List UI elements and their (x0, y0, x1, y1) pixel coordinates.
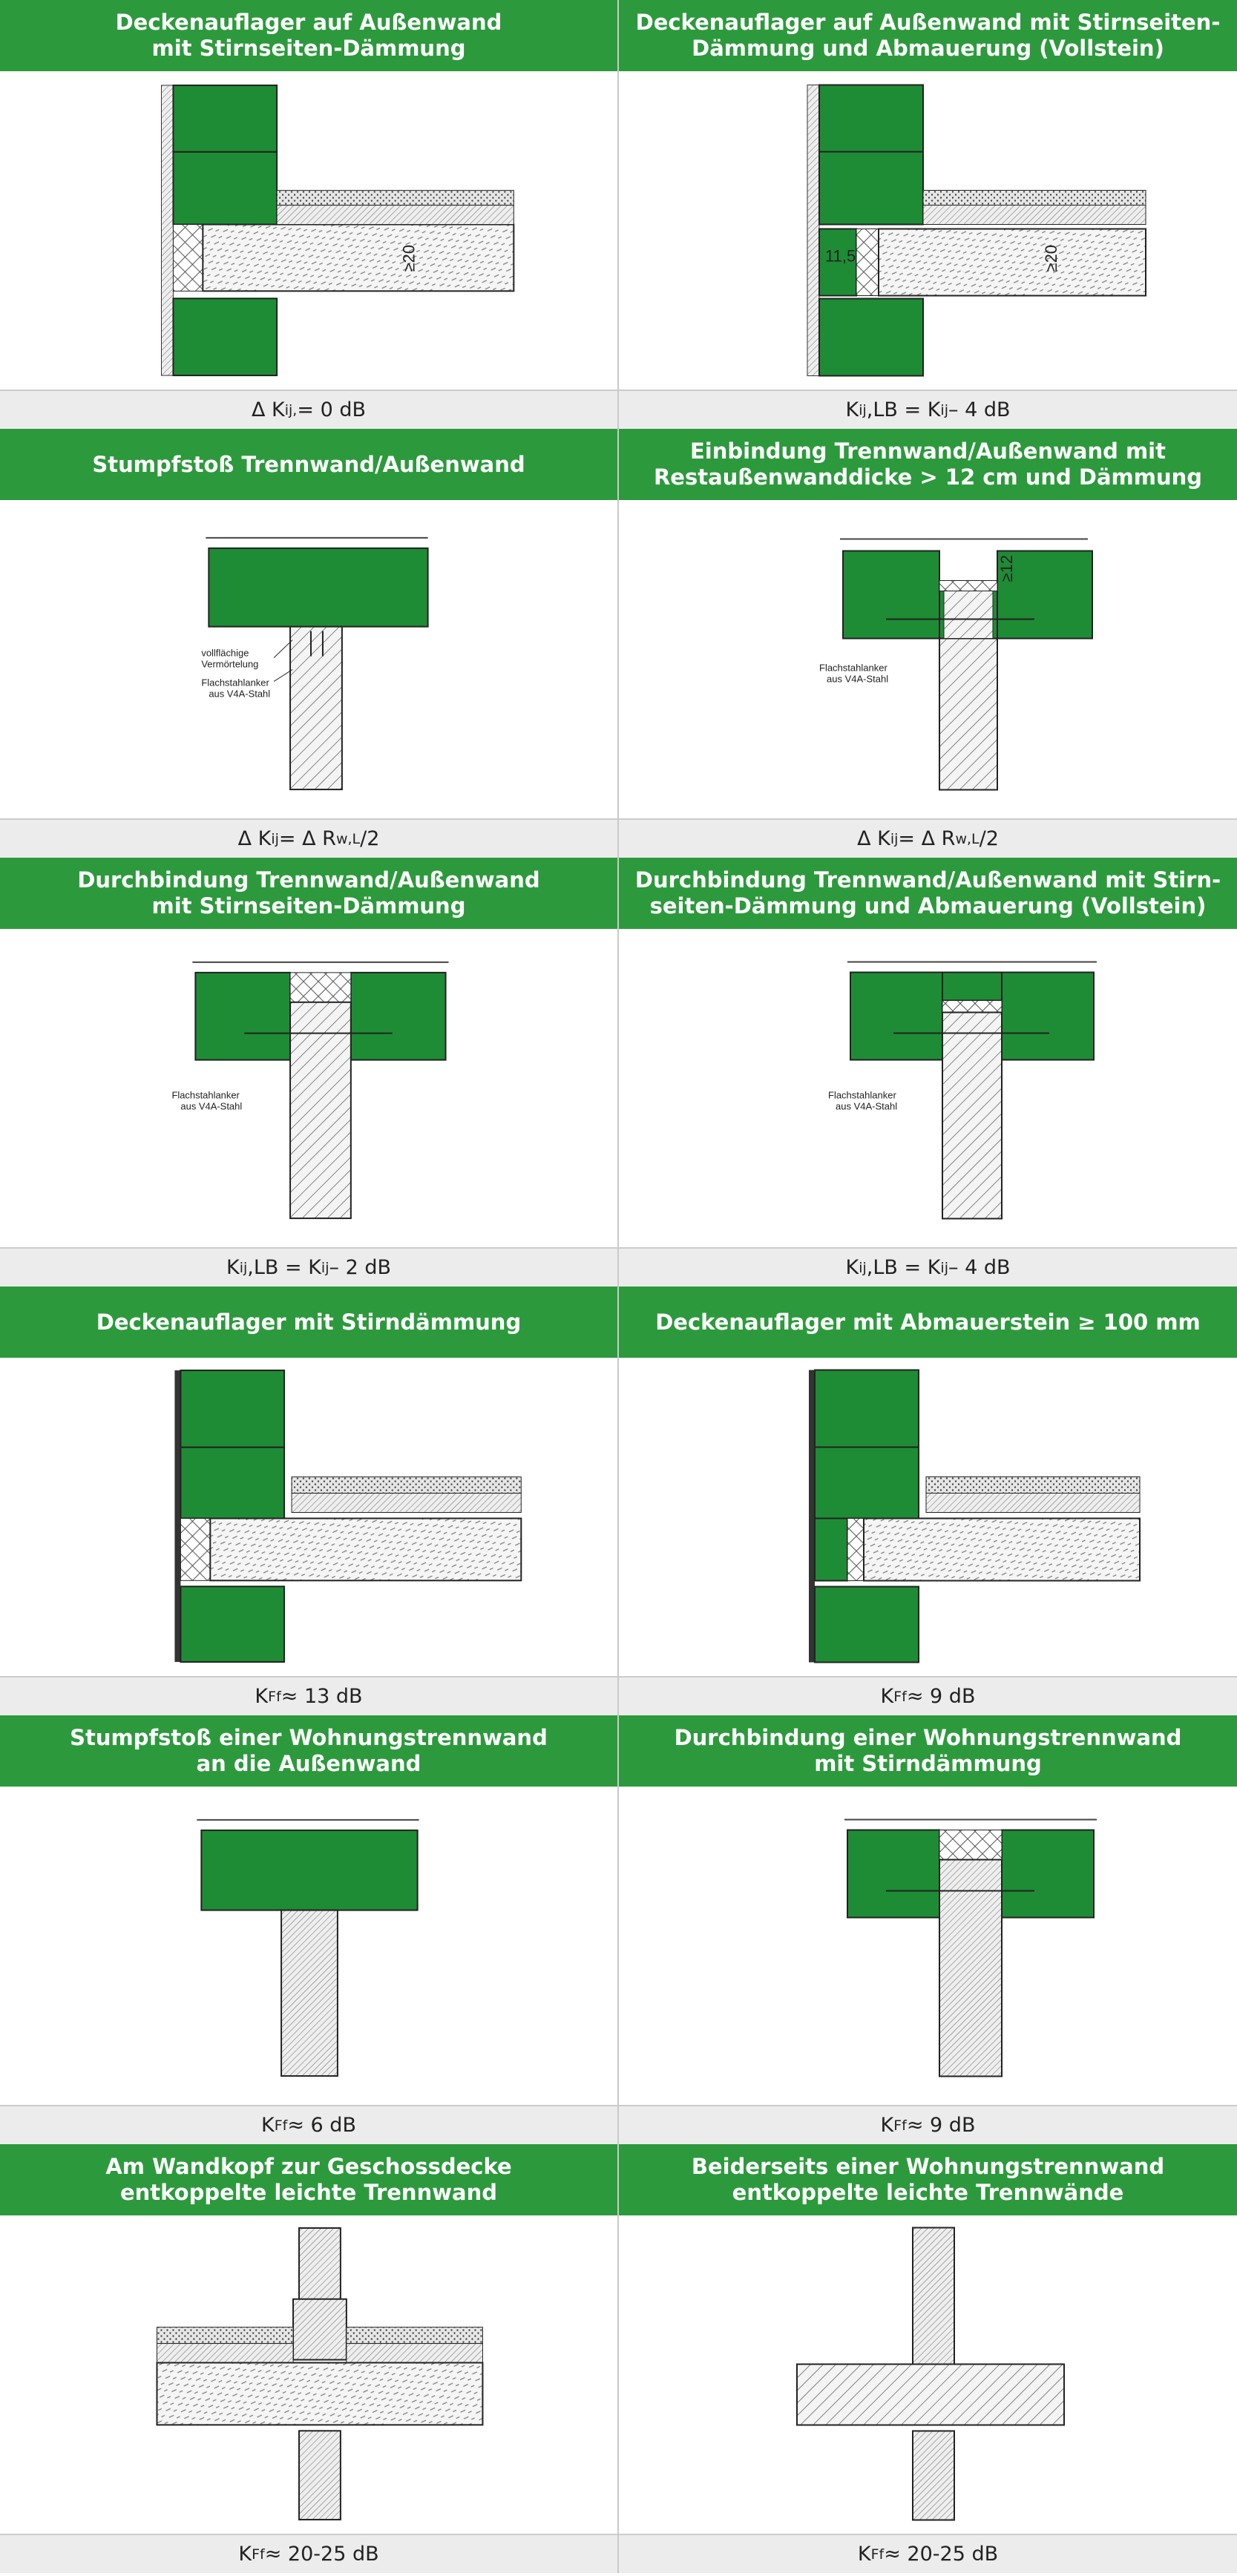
masonry-block (173, 85, 277, 152)
edge-insulation (856, 229, 879, 296)
exterior-wall (1002, 973, 1094, 1060)
section-drawing (619, 500, 1237, 818)
partition-wall (281, 1910, 338, 2076)
section-drawing (619, 1358, 1237, 1676)
detail-title: Beiderseits einer Wohnungstrennwand entkoppelte leichte Trennwände (619, 2144, 1237, 2215)
detail-drawing (619, 929, 1237, 1247)
partition-wall (942, 1013, 1002, 1219)
exterior-wall (850, 973, 942, 1060)
caption: K Ff ≈ 9 dB (619, 1676, 1237, 1715)
detail-cell (619, 1287, 1237, 1715)
detail-title: Deckenauflager auf Außenwand mit Stirnseiten- Dämmung und Abmauerung (Vollstein) (619, 0, 1237, 71)
edge-insulation (173, 225, 203, 292)
plaster-layer (174, 1370, 180, 1662)
exterior-wall (201, 1830, 417, 1910)
detail-title: Durchbindung Trennwand/Außenwand mit Stirnseiten-Dämmung (0, 858, 617, 929)
insulation (939, 581, 997, 591)
caption: K Ff ≈ 9 dB (619, 2105, 1237, 2144)
exterior-wall (843, 551, 939, 639)
annotation: vollflächige (201, 647, 249, 659)
partition-wall (939, 1860, 1002, 2077)
concrete-slab (157, 2363, 482, 2425)
detail-cell (0, 0, 619, 429)
caption: K ij ,LB = K ij – 4 dB (619, 390, 1237, 429)
partition-head (293, 2299, 347, 2360)
annotation: Flachstahlanker (201, 677, 269, 689)
section-drawing (0, 500, 617, 818)
masonry-block (180, 1370, 284, 1448)
dimension-label: ≥12 (997, 554, 1016, 582)
detail-title: Stumpfstoß einer Wohnungstrennwand an die Außenwand (0, 1715, 617, 1787)
facing-brick (942, 973, 1002, 1001)
separating-wall (797, 2365, 1064, 2425)
annotation: aus V4A-Stahl (836, 1100, 898, 1112)
light-partition (913, 2431, 954, 2520)
light-partition (299, 2228, 341, 2305)
caption: Δ K ij = Δ R w,L /2 (0, 818, 617, 858)
exterior-wall (351, 973, 446, 1060)
annotation: aus V4A-Stahl (209, 688, 271, 700)
masonry-block (819, 299, 923, 376)
concrete-slab (210, 1518, 521, 1580)
detail-cell (0, 1287, 619, 1715)
detail-drawing (619, 500, 1237, 818)
detail-title: Deckenauflager mit Stirndämmung (0, 1287, 617, 1358)
section-drawing (0, 929, 617, 1247)
detail-title: Einbindung Trennwand/Außenwand mit Restaußenwanddicke > 12 cm und Dämmung (619, 429, 1237, 500)
detail-cell (619, 858, 1237, 1287)
masonry-block (815, 1587, 919, 1663)
caption: K ij ,LB = K ij – 4 dB (619, 1247, 1237, 1287)
masonry-block (180, 1586, 284, 1662)
detail-drawing (619, 1358, 1237, 1676)
detail-cell (0, 2144, 619, 2573)
annotation: Flachstahlanker (171, 1089, 240, 1101)
section-drawing (619, 71, 1237, 390)
caption: K Ff ≈ 6 dB (0, 2105, 617, 2144)
insulation (290, 973, 351, 1002)
section-drawing (619, 2215, 1237, 2534)
section-drawing (619, 929, 1237, 1247)
edge-insulation (847, 1519, 864, 1581)
masonry-block (173, 298, 277, 375)
detail-cell (619, 429, 1237, 858)
detail-title: Am Wandkopf zur Geschossdecke entkoppelte leichte Trennwand (0, 2144, 617, 2215)
masonry-block (819, 85, 923, 152)
exterior-wall (1002, 1830, 1094, 1918)
detail-drawing (0, 71, 617, 390)
detail-cell (0, 858, 619, 1287)
light-partition (299, 2431, 341, 2520)
masonry-block (815, 1370, 919, 1448)
detail-drawing (0, 929, 617, 1247)
concrete-slab (879, 229, 1146, 296)
exterior-wall (847, 1830, 939, 1918)
detail-drawing (0, 1787, 617, 2105)
detail-drawing (0, 2215, 617, 2534)
detail-cell (619, 2144, 1237, 2573)
annotation: Vermörtelung (201, 658, 259, 670)
annotation: Flachstahlanker (828, 1089, 896, 1101)
detail-title: Durchbindung einer Wohnungstrennwand mit Stirndämmung (619, 1715, 1237, 1787)
caption: K ij ,LB = K ij – 2 dB (0, 1247, 617, 1287)
annotation: aus V4A-Stahl (180, 1100, 243, 1112)
detail-title: Deckenauflager auf Außenwand mit Stirnseiten-Dämmung (0, 0, 617, 71)
concrete-slab (203, 225, 513, 292)
partition-wall (290, 627, 342, 789)
section-drawing (0, 1787, 617, 2105)
concrete-slab (864, 1519, 1140, 1581)
dimension-label: 11,5 (825, 246, 856, 266)
facing-brick (815, 1519, 847, 1581)
detail-title: Deckenauflager mit Abmauerstein ≥ 100 mm (619, 1287, 1237, 1358)
caption: K Ff ≈ 13 dB (0, 1676, 617, 1715)
detail-cell (619, 1715, 1237, 2144)
masonry-block (173, 152, 277, 225)
impact-insulation (277, 206, 513, 225)
section-drawing (0, 71, 617, 390)
caption: K Ff ≈ 20-25 dB (619, 2534, 1237, 2573)
section-drawing (619, 1787, 1237, 2105)
section-drawing (0, 1358, 617, 1676)
annotation: aus V4A-Stahl (827, 673, 889, 685)
detail-drawing (0, 1358, 617, 1676)
exterior-wall (209, 548, 427, 627)
detail-cell (619, 0, 1237, 429)
detail-title: Durchbindung Trennwand/Außenwand mit Stirn- seiten-Dämmung und Abmauerung (Vollstein) (619, 858, 1237, 929)
light-partition (913, 2228, 954, 2365)
plaster-layer (161, 85, 173, 375)
dimension-label: ≥20 (1042, 244, 1060, 272)
edge-insulation (180, 1518, 210, 1580)
masonry-block (815, 1448, 919, 1519)
detail-cell (0, 1715, 619, 2144)
masonry-block (180, 1448, 284, 1519)
insulation (939, 1830, 1002, 1860)
masonry-block (819, 152, 923, 225)
exterior-wall (195, 973, 290, 1060)
annotation: Flachstahlanker (819, 662, 887, 674)
detail-drawing (0, 500, 617, 818)
detail-drawing (619, 71, 1237, 390)
caption: K Ff ≈ 20-25 dB (0, 2534, 617, 2573)
section-drawing (0, 2215, 617, 2534)
dimension-label: ≥20 (399, 244, 419, 272)
partition-wall (939, 639, 997, 790)
insulation (942, 1001, 1002, 1013)
detail-drawing (619, 1787, 1237, 2105)
detail-drawing (619, 2215, 1237, 2534)
partition-wall (290, 1002, 351, 1218)
floor-screed (277, 191, 513, 206)
detail-title: Stumpfstoß Trennwand/Außenwand (0, 429, 617, 500)
detail-cell (0, 429, 619, 858)
caption: Δ K ij, = 0 dB (0, 390, 617, 429)
caption: Δ K ij = Δ R w,L /2 (619, 818, 1237, 858)
